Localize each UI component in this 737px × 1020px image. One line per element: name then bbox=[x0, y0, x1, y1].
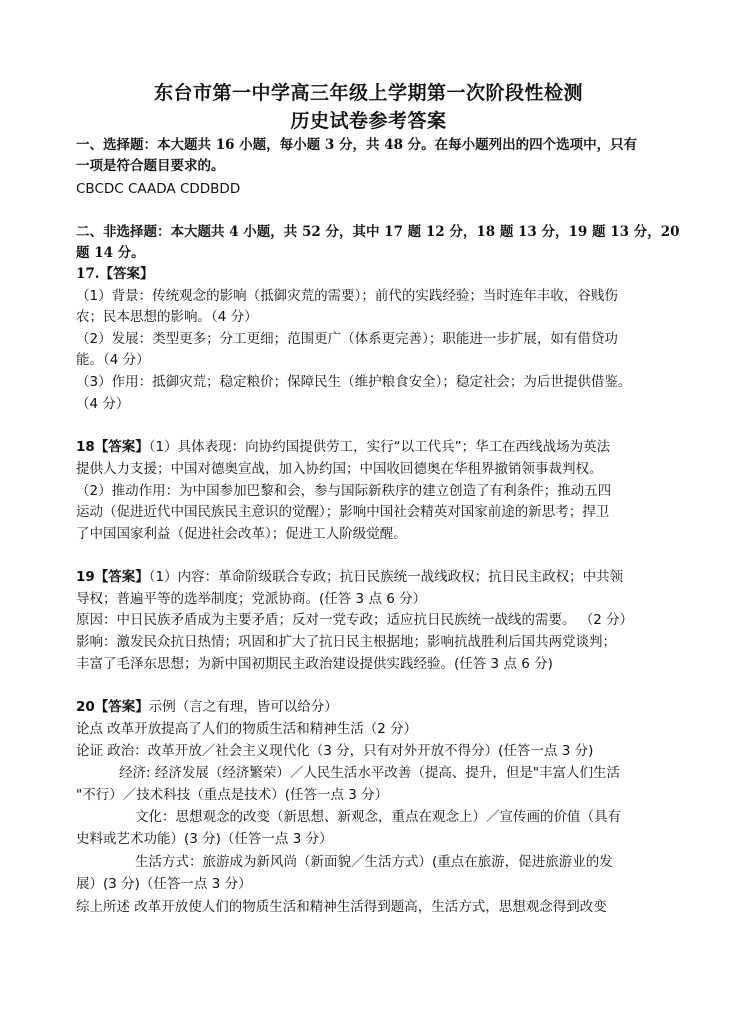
q18-label: 18【答案】 bbox=[76, 439, 149, 455]
q17-line: 能。（4 分） bbox=[76, 352, 150, 368]
q18-first-line-text: （1）具体表现：向协约国提供劳工，实行“以工代兵”；华工在西线战场为英法 bbox=[148, 439, 611, 455]
q17-line: （3）作用：抵御灾荒；稳定粮价；保障民生（维护粮食安全）；稳定社会；为后世提供借鉴。 bbox=[76, 374, 632, 390]
q20-argument-line: 论点 改革开放提高了人们的物质生活和精神生活（2 分） bbox=[76, 721, 418, 737]
q20-evidence-line: "不行）／技术科技（重点是技术）(任答一点 3 分） bbox=[76, 787, 389, 803]
q18-line: （2）推动作用：为中国参加巴黎和会，参与国际新秩序的建立创造了有利条件；推动五四 bbox=[76, 483, 612, 499]
q20-label: 20【答案】 bbox=[76, 699, 149, 715]
q17-line: 农；民本思想的影响。（4 分） bbox=[76, 309, 258, 325]
document-subtitle: 历史试卷参考答案 bbox=[290, 110, 447, 132]
q17-line: （2）发展：类型更多；分工更细；范围更广（体系更完善）；职能进一步扩展，如有借贷功 bbox=[76, 331, 618, 347]
q19-line: 原因：中日民族矛盾成为主要矛盾；反对一党专政；适应抗日民族统一战线的需要。 （2 分） bbox=[76, 612, 634, 628]
q19-line: 导权；普遍平等的选举制度；党派协商。(任答 3 点 6 分） bbox=[76, 591, 427, 607]
q20-evidence-line: 展）(3 分)（任答一点 3 分） bbox=[76, 876, 252, 892]
q20-evidence-line: 论证 政治：改革开放／社会主义现代化（3 分，只有对外开放不得分）(任答一点 3 分) bbox=[76, 743, 594, 759]
section1-heading-line2: 一项是符合题目要求的。 bbox=[76, 158, 225, 174]
q18-line: 了中国国家利益（促进社会改革）；促进工人阶级觉醒。 bbox=[76, 526, 407, 542]
q18-first-line bbox=[76, 438, 610, 456]
q17-line: （1）背景：传统观念的影响（抵御灾荒的需要）；前代的实践经验；当时连年丰收，谷贱伤 bbox=[76, 288, 618, 304]
q20-first-line bbox=[76, 698, 338, 716]
q20-evidence-line: 经济: 经济发展（经济繁荣）／人民生活水平改善（提高、提升，但是"丰富人们生活 bbox=[119, 765, 621, 781]
q19-line: 影响：激发民众抗日热情；巩固和扩大了抗日民主根据地；影响抗战胜利后国共两党谈判； bbox=[76, 634, 616, 650]
section1-heading-line1: 一、选择题：本大题共 16 小题，每小题 3 分，共 48 分。在每小题列出的四个选项中，只有 bbox=[76, 137, 638, 153]
section2-heading-line2: 题 14 分。 bbox=[76, 245, 145, 261]
q19-line: 丰富了毛泽东思想；为新中国初期民主政治建设提供实践经验。(任答 3 点 6 分) bbox=[76, 656, 553, 672]
q19-label: 19【答案】 bbox=[76, 569, 149, 585]
q19-first-line bbox=[76, 568, 623, 586]
q20-first-line-text: 示例（言之有理，皆可以给分） bbox=[148, 699, 338, 715]
section2-heading-line1: 二、非选择题：本大题共 4 小题，共 52 分，其中 17 题 12 分，18 题 13 分，19 题 13 分，20 bbox=[76, 224, 680, 240]
q20-conclusion-line: 综上所述 改革开放使人们的物质生活和精神生活得到题高，生活方式，思想观念得到改变 bbox=[76, 899, 607, 915]
q20-evidence-line: 文化：思想观念的改变（新思想、新观念，重点在观念上）／宣传画的价值（具有 bbox=[135, 809, 621, 825]
q19-first-line-text: （1）内容：革命阶级联合专政；抗日民族统一战线政权；抗日民主政权；中共领 bbox=[148, 569, 624, 585]
q20-evidence-line: 生活方式：旅游成为新风尚（新面貌／生活方式）(重点在旅游，促进旅游业的发 bbox=[135, 854, 613, 870]
document-title: 东台市第一中学高三年级上学期第一次阶段性检测 bbox=[153, 82, 583, 104]
q17-label: 17.【答案】 bbox=[76, 266, 154, 282]
q18-line: 提供人力支援；中国对德奥宣战，加入协约国；中国收回德奥在华租界撤销领事裁判权。 bbox=[76, 461, 603, 477]
q18-line: 运动（促进近代中国民族民主意识的觉醒）；影响中国社会精英对国家前途的新思考；捍卫 bbox=[76, 504, 610, 520]
mc-answers: CBCDC CAADA CDDBDD bbox=[76, 181, 241, 197]
q20-evidence-line: 史料或艺术功能）(3 分)（任答一点 3 分） bbox=[76, 831, 333, 847]
q17-line: （4 分） bbox=[76, 396, 130, 412]
